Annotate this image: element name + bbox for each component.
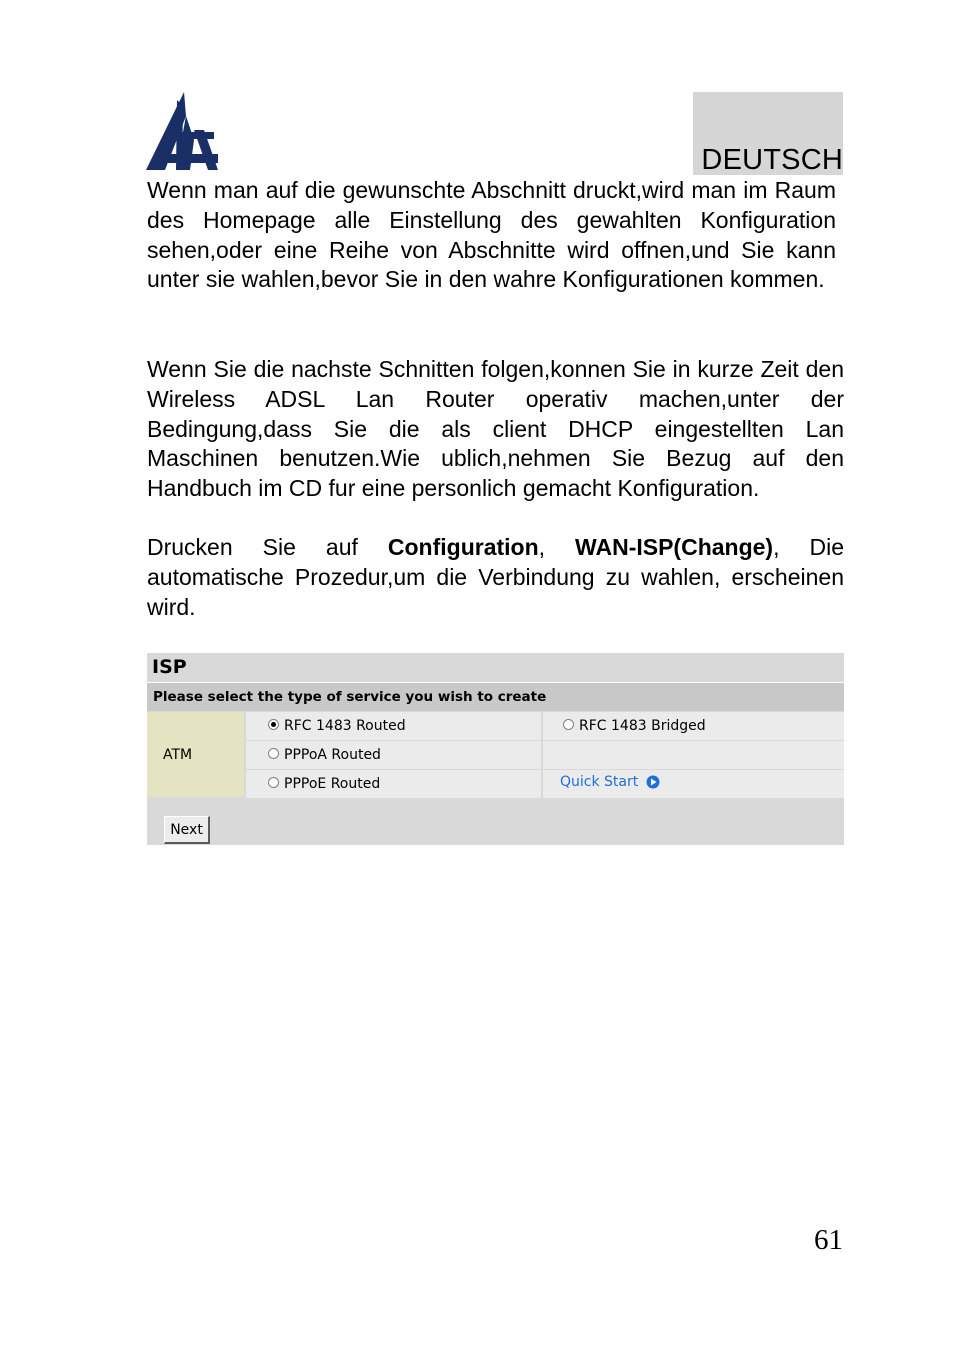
wan-isp-term: WAN-ISP(Change) <box>575 534 774 560</box>
option-rfc1483-routed[interactable] <box>268 718 406 734</box>
option-cell-pppoa-routed <box>246 741 541 769</box>
option-cell-pppoe-routed <box>246 770 541 798</box>
option-label: RFC 1483 Routed <box>284 718 406 734</box>
option-rfc1483-bridged[interactable] <box>563 718 706 734</box>
configuration-term: Configuration <box>387 534 539 560</box>
atm-group-cell <box>147 712 244 797</box>
option-cell-rfc1483-bridged <box>543 712 844 740</box>
option-cell-rfc1483-routed <box>246 712 541 740</box>
atm-label: ATM <box>163 747 193 763</box>
option-pppoe-routed[interactable] <box>268 776 380 792</box>
option-label: RFC 1483 Bridged <box>579 718 706 734</box>
isp-header <box>147 653 844 683</box>
page-number: 61 <box>814 1224 843 1256</box>
radio-rfc1483-bridged[interactable] <box>563 719 574 730</box>
paragraph-3-suffix: , Die automatische Prozedur,um die Verbindung zu wahlen, erscheinen wird. <box>147 534 845 620</box>
paragraph-3-separator: , <box>538 534 576 560</box>
language-badge <box>693 92 843 175</box>
quick-start-cell <box>543 770 844 798</box>
paragraph-2: Wenn Sie die nachste Schnitten folgen,konnen Sie in kurze Zeit den Wireless ADSL Lan Router operativ machen,unter der Bedingung,dass Sie die als client DHCP eingestellten Lan Maschinen benutzen.Wie ublich,nehmen Sie Bezug auf den Handbuch im CD fur eine personlich gemacht Konfiguration. <box>147 356 844 502</box>
option-pppoa-routed[interactable] <box>268 747 381 763</box>
isp-title: ISP <box>152 656 187 678</box>
atlantis-logo-icon <box>146 92 220 170</box>
radio-pppoa-routed[interactable] <box>268 748 279 759</box>
isp-panel <box>147 653 844 845</box>
next-button[interactable]: Next <box>164 816 210 844</box>
paragraph-1: Wenn man auf die gewunschte Abschnitt druckt,wird man im Raum des Homepage alle Einstellung des gewahlten Konfiguration sehen,oder eine Reihe von Abschnitte wird offnen,und Sie kann unter sie wahlen,bevor Sie in den wahre Konfigurationen kommen. <box>147 177 836 293</box>
isp-instruction: Please select the type of service you wish to create <box>153 689 547 705</box>
radio-rfc1483-routed[interactable] <box>268 719 279 730</box>
paragraph-3 <box>147 533 844 622</box>
quick-start-label: Quick Start <box>560 774 639 790</box>
empty-cell <box>543 741 844 769</box>
isp-subheader <box>147 683 844 711</box>
quick-start-link[interactable] <box>560 774 660 790</box>
paragraph-3-prefix: Drucken Sie auf <box>147 534 388 560</box>
language-label: DEUTSCH <box>701 144 843 176</box>
play-arrow-circle-icon <box>646 775 660 789</box>
radio-pppoe-routed[interactable] <box>268 777 279 788</box>
option-label: PPPoA Routed <box>284 747 381 763</box>
option-label: PPPoE Routed <box>284 776 381 792</box>
